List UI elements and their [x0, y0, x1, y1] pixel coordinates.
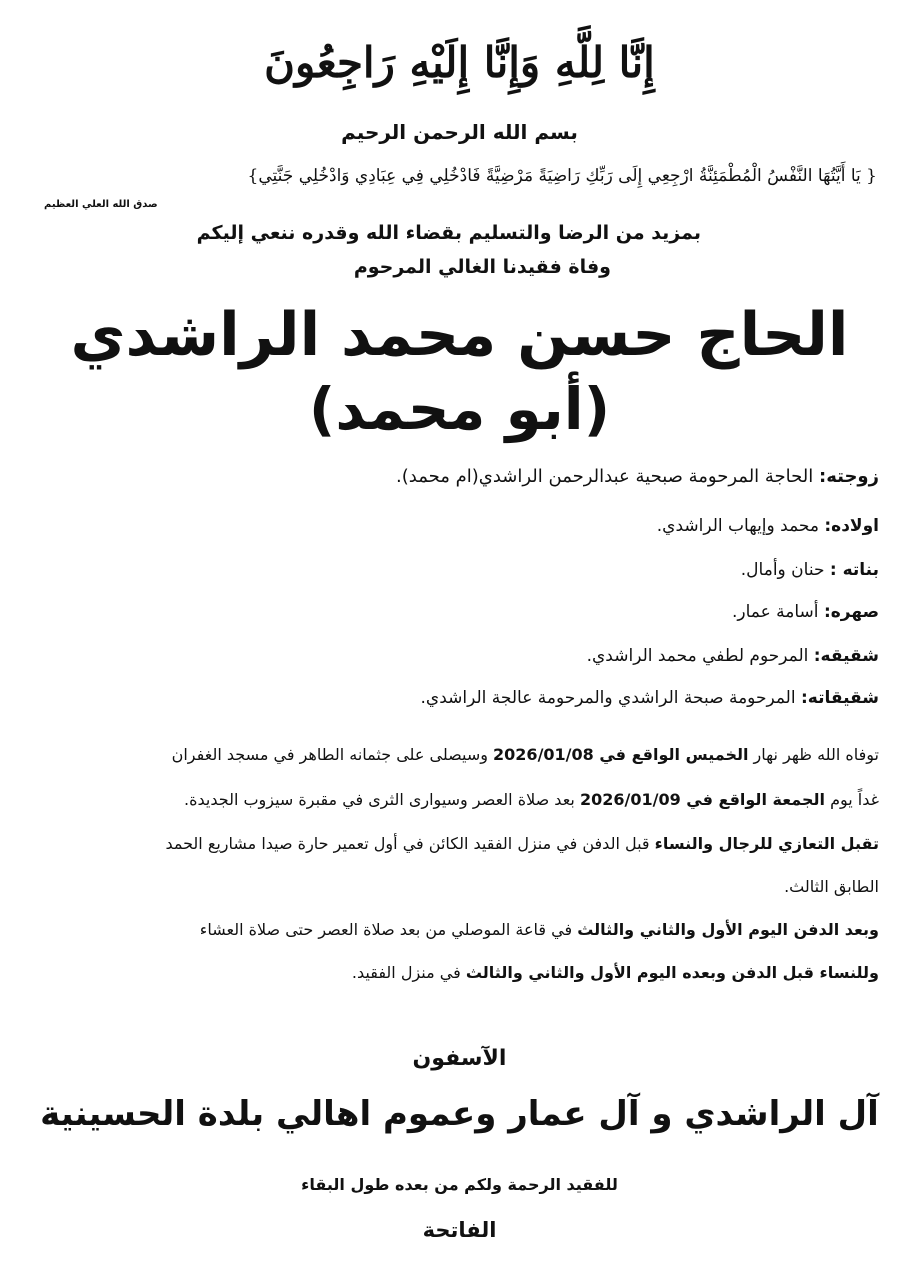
relative-label: بناته :	[829, 560, 879, 580]
funeral-prayer-line	[172, 745, 879, 764]
text-segment: في قاعة الموصلي من بعد صلاة العصر حتى صلاة العشاء	[199, 920, 578, 939]
relative-label: زوجته:	[819, 466, 879, 487]
relative-value: المرحوم لطفي محمد الراشدي.	[586, 646, 814, 666]
condolences-floor-line: الطابق الثالث.	[784, 877, 879, 896]
text-segment: وسيصلى على جثمانه الطاهر في مسجد الغفران	[171, 745, 494, 764]
text-segment: غداً يوم	[824, 790, 879, 809]
relative-value: الحاجة المرحومة صبحية عبدالرحمن الراشدي(ام محمد).	[396, 466, 819, 487]
burial-line	[184, 790, 879, 809]
text-segment-bold: وبعد الدفن اليوم الأول والثاني والثالث	[577, 920, 879, 939]
mourners-label: الآسفون	[412, 1046, 507, 1071]
text-segment: توفاه الله ظهر نهار	[748, 745, 879, 764]
relative-sisters	[421, 688, 880, 708]
deceased-name: الحاج حسن محمد الراشدي	[70, 300, 849, 370]
quran-verse-heading: إِنَّا لِلَّهِ وَإِنَّا إِلَيْهِ رَاجِعُونَ	[264, 38, 655, 87]
intro-line-2: وفاة فقيدنا الغالي المرحوم	[353, 256, 611, 278]
relative-label: صهره:	[823, 602, 879, 622]
relative-label: شقيقه:	[813, 646, 879, 666]
closing-line: للفقيد الرحمة ولكم من بعده طول البقاء	[301, 1175, 618, 1194]
text-segment: بعد صلاة العصر وسيوارى الثرى في مقبرة سيزوب الجديدة.	[184, 790, 580, 809]
relative-value: حنان وأمال.	[740, 560, 830, 580]
relative-value: محمد وإيهاب الراشدي.	[656, 516, 825, 536]
text-segment: قبل الدفن في منزل الفقيد الكائن في أول تعمير حارة صيدا مشاريع الحمد	[165, 834, 655, 853]
fatiha-line: الفاتحة	[422, 1218, 497, 1242]
deceased-kunya: (أبو محمد)	[308, 375, 611, 443]
after-burial-men-line	[200, 920, 879, 939]
text-segment: في منزل الفقيد.	[351, 963, 466, 982]
sadaq-note: صدق الله العلي العظيم	[44, 199, 158, 210]
relative-brother	[587, 646, 879, 666]
text-segment-bold: تقبل التعازي للرجال والنساء	[654, 834, 879, 853]
text-segment-bold: الجمعة الواقع في 2026/01/09	[579, 790, 825, 809]
after-burial-women-line	[352, 963, 879, 982]
quran-quote: { يَا أَيَّتُهَا النَّفْسُ الْمُطْمَئِنَّةُ ارْجِعِي إِلَى رَبِّكِ رَاضِيَةً مَرْضِيَّةً فَادْخُلِي فِي عِبَادِي وَادْخُلِي جَنَّتِي}	[247, 166, 877, 186]
relative-value: المرحومة صبحة الراشدي والمرحومة عالجة الراشدي.	[420, 688, 801, 708]
mourners-families: آل الراشدي و آل عمار وعموم اهالي بلدة الحسينية	[40, 1094, 879, 1134]
relative-daughters	[741, 560, 879, 580]
relative-value: أسامة عمار.	[731, 602, 824, 622]
relative-label: شقيقاته:	[800, 688, 879, 708]
basmala: بسم الله الرحمن الرحيم	[341, 120, 578, 144]
text-segment-bold: وللنساء قبل الدفن وبعده اليوم الأول والثاني والثالث	[465, 963, 879, 982]
relative-son-in-law	[732, 602, 879, 622]
condolences-line	[165, 834, 879, 853]
intro-line-1: بمزيد من الرضا والتسليم بقضاء الله وقدره ننعي إليكم	[196, 222, 701, 244]
text-segment-bold: الخميس الواقع في 2026/01/08	[493, 745, 749, 764]
relative-label: اولاده:	[824, 516, 879, 536]
relative-wife	[396, 466, 879, 487]
relative-sons	[657, 516, 879, 536]
